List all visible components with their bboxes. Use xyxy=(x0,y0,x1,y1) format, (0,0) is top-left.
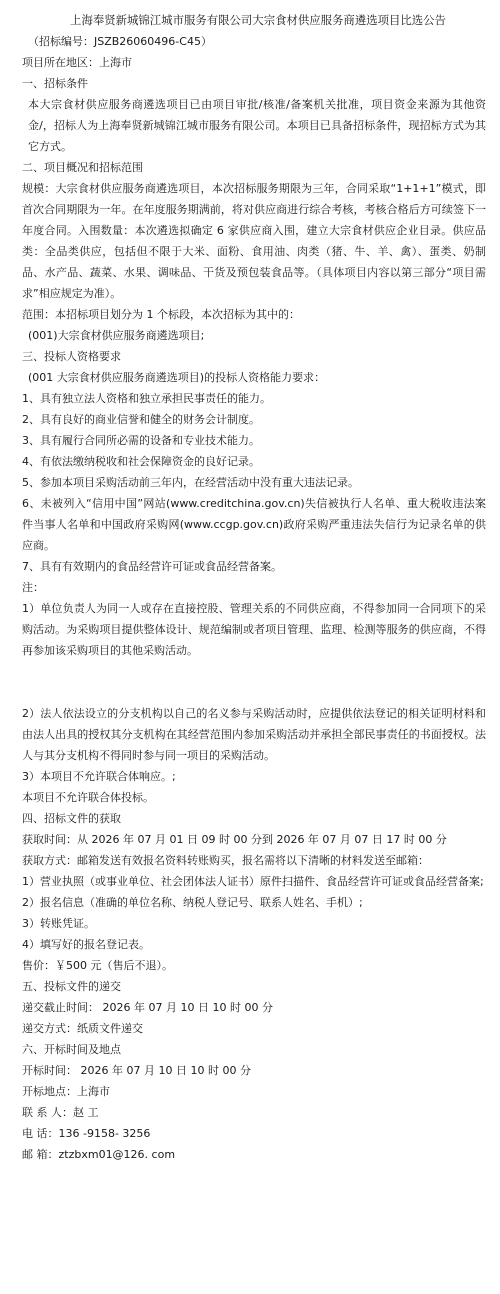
section-heading-opening: 六、开标时间及地点 xyxy=(22,1043,121,1056)
contact-person: 联 系 人：赵 工 xyxy=(22,1106,99,1119)
qualification-item: 3、具有履行合同所必需的设备和专业技术能力。 xyxy=(22,434,260,447)
note-item: 1）单位负责人为同一人或存在直接控股、管理关系的不同供应商，不得参加同一合同项下的采购活动。为采购项目提供整体设计、规范编制或者项目管理、监理、检测等服务的供应商，不得再参加该采购项目的其他采购活动。 xyxy=(22,602,486,657)
obtain-time: 获取时间：从 2026 年 07 月 01 日 09 时 00 分到 2026 年 07 月 07 日 17 时 00 分 xyxy=(22,833,447,846)
obtain-material-item: 4）填写好的报名登记表。 xyxy=(22,938,150,951)
qualification-item: 2、具有良好的商业信誉和健全的财务会计制度。 xyxy=(22,413,260,426)
consortium-statement: 本项目不允许联合体投标。 xyxy=(22,791,154,804)
section-heading-overview: 二、项目概况和招标范围 xyxy=(22,161,143,174)
qualification-item: 5、参加本项目采购活动前三年内，在经营活动中没有重大违法记录。 xyxy=(22,476,359,489)
opening-place: 开标地点：上海市 xyxy=(22,1085,110,1098)
section-heading-bid-conditions: 一、招标条件 xyxy=(22,77,88,90)
qualifications-intro: (001 大宗食材供应服务商遴选项目)的投标人资格能力要求： xyxy=(28,371,326,384)
note-item: 2）法人依法设立的分支机构以自己的名义参与采购活动时，应提供依法登记的相关证明材料和由法人出具的授权其分支机构在其经营范围内参加采购活动并承担全部民事责任的书面授权。法人与其分支机构不得同时参与同一项目的采购活动。 xyxy=(22,707,486,762)
obtain-method: 获取方式：邮箱发送有效报名资料转账购买，报名需将以下清晰的材料发送至邮箱： xyxy=(22,854,429,867)
document-price: 售价：￥500 元（售后不退）。 xyxy=(22,959,173,972)
note-label: 注： xyxy=(22,581,44,594)
section-heading-qualifications: 三、投标人资格要求 xyxy=(22,350,121,363)
project-location: 项目所在地区：上海市 xyxy=(22,56,132,69)
note-item: 3）本项目不允许联合体响应。; xyxy=(22,770,176,783)
qualification-item: 7、具有有效期内的食品经营许可证或食品经营备案。 xyxy=(22,560,282,573)
submission-method: 递交方式：纸质文件递交 xyxy=(22,1022,143,1035)
obtain-material-item: 2）报名信息（准确的单位名称、纳税人登记号、联系人姓名、手机）; xyxy=(22,896,363,909)
blank-spacer xyxy=(22,661,486,703)
contact-email: 邮 箱：ztzbxm01@126. com xyxy=(22,1148,176,1161)
bid-conditions-body: 本大宗食材供应服务商遴选项目已由项目审批/核准/备案机关批准，项目资金来源为其他资金/，招标人为上海奉贤新城锦江城市服务有限公司。本项目已具备招标条件，现招标方式为其它方式。 xyxy=(28,98,486,153)
obtain-material-item: 1）营业执照（或事业单位、社会团体法人证书）原件扫描件、食品经营许可证或食品经营备案; xyxy=(22,875,484,888)
qualification-item: 4、有依法缴纳税收和社会保障资金的良好记录。 xyxy=(22,455,260,468)
qualification-item: 1、具有独立法人资格和独立承担民事责任的能力。 xyxy=(22,392,271,405)
overview-range: 范围：本招标项目划分为 1 个标段，本次招标为其中的： xyxy=(22,308,300,321)
qualification-item: 6、未被列入“信用中国”网站(www.creditchina.gov.cn)失信被执行人名单、重大税收违法案件当事人名单和中国政府采购网(www.ccgp.gov.cn)政府采购严重违法失信行为记录名单的供应商。 xyxy=(22,497,486,552)
opening-time: 开标时间： 2026 年 07 月 10 日 10 时 00 分 xyxy=(22,1064,251,1077)
document-title: 上海奉贤新城锦江城市服务有限公司大宗食材供应服务商遴选项目比选公告 xyxy=(70,13,446,27)
overview-scale: 规模：大宗食材供应服务商遴选项目，本次招标服务期限为三年，合同采取“1+1+1”模式，即首次合同期限为一年。在年度服务期满前，将对供应商进行综合考核，考核合格后方可续签下一年度合同。入围数量：本次遴选拟确定 6 家供应商入围，建立大宗食材供应企业目录。供应品类：全品类供应，包括但不限于大米、面粉、食用油、肉类（猪、牛、羊、禽）、蛋类、奶制品、水产品、蔬菜、水果、调味品、干货及预包装食品等。（具体项目内容以第三部分“项目需求”相应规定为准）。 xyxy=(22,182,486,300)
obtain-material-item: 3）转账凭证。 xyxy=(22,917,95,930)
overview-lot: (001)大宗食材供应服务商遴选项目; xyxy=(28,329,205,342)
section-heading-obtain-documents: 四、招标文件的获取 xyxy=(22,812,121,825)
bid-number: （招标编号：JSZB26060496-C45） xyxy=(28,35,212,48)
contact-phone: 电 话：136 -9158- 3256 xyxy=(22,1127,151,1140)
section-heading-submission: 五、投标文件的递交 xyxy=(22,980,121,993)
submission-deadline: 递交截止时间： 2026 年 07 月 10 日 10 时 00 分 xyxy=(22,1001,273,1014)
